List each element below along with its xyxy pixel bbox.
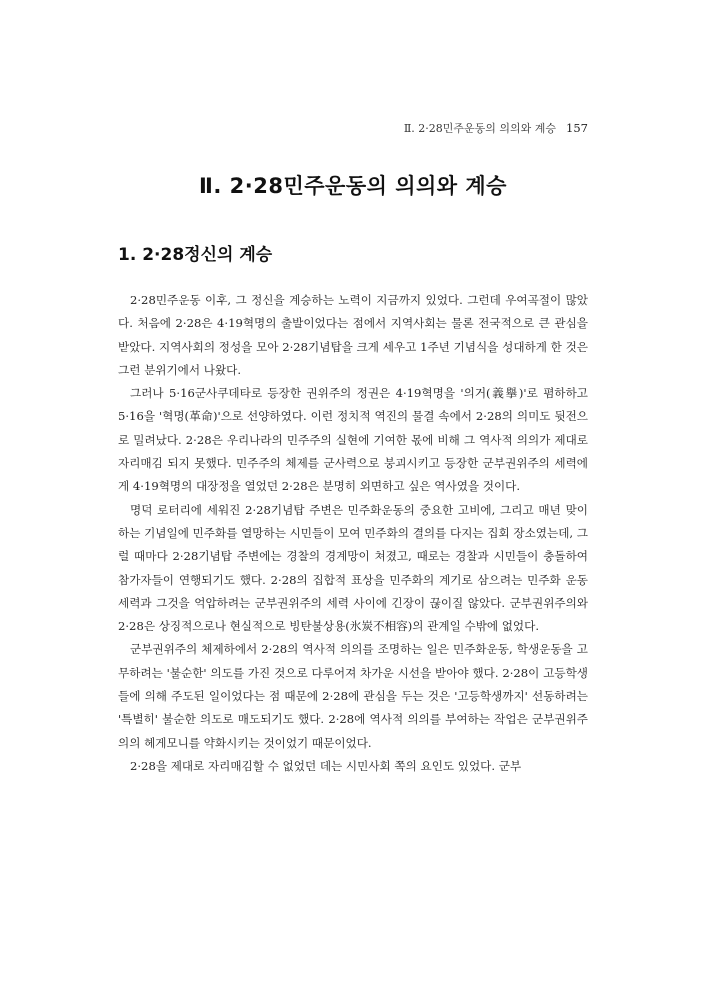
page-number: 157	[566, 121, 588, 135]
running-header	[404, 120, 588, 136]
body-text	[118, 289, 588, 778]
paragraph: 군부권위주의 체제하에서 2·28의 역사적 의의를 조명하는 일은 민주화운동, 학생운동을 고무하려는 '불순한' 의도를 가진 것으로 다루어져 차가운 시선을 받아야 했다. 2·28이 고등학생들에 의해 주도된 일이었다는 점 때문에 2·28에 관심을 두는 것은 '고등학생까지' 선동하려는 '특별히' 불순한 의도로 매도되기도 했다. 2·28에 역사적 의의를 부여하는 작업은 군부권위주의의 헤게모니를 약화시키는 것이었기 때문이었다.	[118, 642, 588, 750]
paragraph: 명덕 로터리에 세워진 2·28기념탑 주변은 민주화운동의 중요한 고비에, 그리고 매년 맞이하는 기념일에 민주화를 열망하는 시민들이 모여 민주화의 결의를 다지는 집회 장소였는데, 그럴 때마다 2·28기념탑 주변에는 경찰의 경계망이 쳐졌고, 때로는 경찰과 시민들이 충돌하여 참가자들이 연행되기도 했다. 2·28의 집합적 표상을 민주화의 계기로 삼으려는 민주화 운동 세력과 그것을 억압하려는 군부권위주의 세력 사이에 긴장이 끊이질 않았다. 군부권위주의와 2·28은 상징적으로나 현실적으로 빙탄불상용(氷炭不相容)의 관계일 수밖에 없었다.	[118, 502, 588, 634]
paragraph: 2·28민주운동 이후, 그 정신을 계승하는 노력이 지금까지 있었다. 그런데 우여곡절이 많았다. 처음에 2·28은 4·19혁명의 출발이었다는 점에서 지역사회는 물론 전국적으로 큰 관심을 받았다. 지역사회의 정성을 모아 2·28기념탑을 크게 세우고 1주년 기념식을 성대하게 한 것은 그런 분위기에서 나왔다.	[118, 293, 588, 377]
chapter-title: Ⅱ. 2·28민주운동의 의의와 계승	[199, 174, 507, 198]
section-title: 1. 2·28정신의 계승	[118, 245, 273, 265]
running-header-title: Ⅱ. 2·28민주운동의 의의와 계승	[403, 122, 557, 135]
paragraph: 그러나 5·16군사쿠데타로 등장한 권위주의 정권은 4·19혁명을 '의거(義擧)'로 폄하하고 5·16을 '혁명(革命)'으로 선양하였다. 이런 정치적 역진의 물결 속에서 2·28의 의미도 뒷전으로 밀려났다. 2·28은 우리나라의 민주주의 실현에 기여한 몫에 비해 그 역사적 의의가 제대로 자리매김 되지 못했다. 민주주의 체제를 군사력으로 붕괴시키고 등장한 군부권위주의 세력에게 4·19혁명의 대장정을 열었던 2·28은 분명히 외면하고 싶은 역사였을 것이다.	[118, 386, 588, 494]
paragraph: 2·28을 제대로 자리매김할 수 없었던 데는 시민사회 쪽의 요인도 있었다. 군부	[130, 758, 522, 773]
